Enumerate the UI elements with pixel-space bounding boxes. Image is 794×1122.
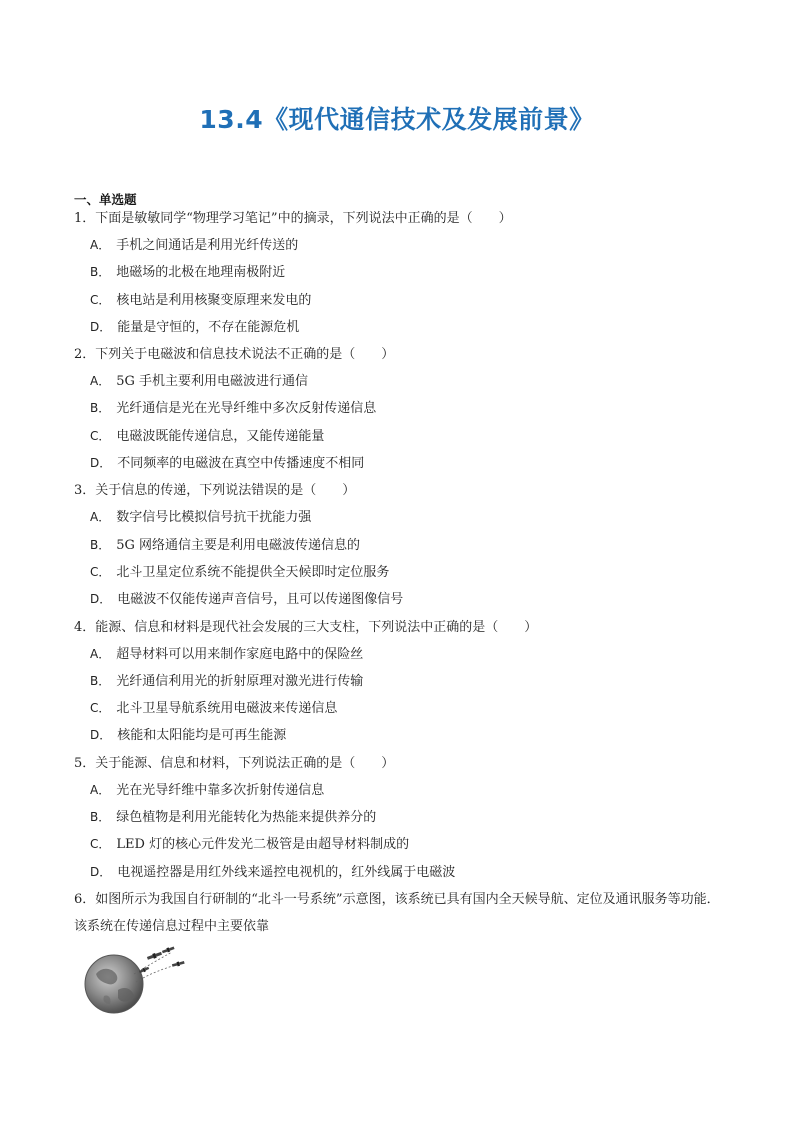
option-letter: D．: [90, 592, 112, 607]
question-number: 6．: [74, 891, 96, 907]
question-stem: [74, 886, 722, 940]
option-a: [74, 777, 724, 804]
option-letter: B．: [90, 265, 111, 280]
question-stem: [74, 205, 724, 232]
option-text: 超导材料可以用来制作家庭电路中的保险丝: [116, 646, 364, 662]
question-stem: [74, 477, 724, 504]
question-text: 下面是敏敏同学“物理学习笔记”中的摘录，下列说法中正确的是（ ）: [95, 211, 512, 226]
option-letter: C．: [90, 428, 111, 443]
option-c: [74, 559, 724, 586]
option-letter: D．: [90, 456, 112, 471]
option-d: [74, 450, 724, 477]
question-stem: [74, 614, 724, 641]
question-text: 关于信息的传递，下列说法错误的是（ ）: [95, 483, 356, 499]
option-text: 光纤通信利用光的折射原理对激光进行传输: [116, 673, 364, 689]
option-a: [74, 504, 724, 531]
question-number: 3．: [74, 483, 96, 499]
option-b: [74, 804, 724, 831]
question-text: 如图所示为我国自行研制的“北斗一号系统”示意图，该系统已具有国内全天候导航、定位及通讯服务等功能．该系统在传递信息过程中主要依靠: [74, 891, 720, 934]
option-text: 数字信号比模拟信号抗干扰能力强: [116, 510, 312, 526]
option-c: [74, 423, 724, 450]
question-1: [74, 205, 724, 341]
option-text: 不同频率的电磁波在真空中传播速度不相同: [117, 456, 365, 472]
option-letter: B．: [90, 810, 111, 825]
option-b: [74, 532, 724, 559]
option-c: [74, 287, 724, 314]
option-letter: B．: [90, 401, 111, 416]
option-text: 电磁波不仅能传递声音信号，且可以传递图像信号: [117, 592, 404, 608]
option-a: [74, 641, 724, 668]
option-b: [74, 668, 724, 695]
question-3: [74, 477, 724, 613]
question-2: [74, 341, 724, 477]
question-number: 5．: [74, 755, 96, 771]
option-text: 5G 手机主要利用电磁波进行通信: [116, 374, 309, 390]
question-4: [74, 614, 724, 750]
option-text: 光纤通信是光在光导纤维中多次反射传递信息: [116, 401, 377, 417]
option-d: [74, 586, 724, 613]
option-letter: C．: [90, 701, 111, 716]
option-letter: A．: [90, 238, 111, 252]
option-text: 手机之间通话是利用光纤传送的: [116, 238, 299, 253]
option-letter: C．: [90, 292, 111, 307]
option-text: 北斗卫星导航系统用电磁波来传递信息: [116, 701, 338, 717]
question-text: 关于能源、信息和材料，下列说法正确的是（ ）: [95, 755, 395, 771]
question-text: 能源、信息和材料是现代社会发展的三大支柱，下列说法中正确的是（ ）: [95, 619, 538, 635]
question-list: [74, 205, 724, 940]
option-text: 电视遥控器是用红外线来遥控电视机的，红外线属于电磁波: [117, 864, 456, 880]
option-text: 核电站是利用核聚变原理来发电的: [116, 292, 312, 308]
option-letter: D．: [90, 864, 112, 879]
question-stem: [74, 341, 724, 368]
option-letter: A．: [90, 510, 111, 525]
option-letter: D．: [90, 728, 112, 743]
question-number: 2．: [74, 347, 96, 363]
option-letter: B．: [90, 673, 111, 688]
question-number: 4．: [74, 619, 96, 635]
option-b: [74, 395, 724, 422]
option-letter: A．: [90, 374, 111, 389]
option-text: 光在光导纤维中靠多次折射传递信息: [116, 782, 325, 798]
option-b: [74, 259, 724, 286]
option-letter: A．: [90, 782, 111, 797]
section-heading: 一、单选题: [74, 192, 137, 207]
earth-satellite-icon: [84, 944, 194, 1016]
option-letter: B．: [90, 537, 111, 552]
option-c: [74, 831, 724, 858]
option-a: [74, 368, 724, 395]
page-title: 13.4《现代通信技术及发展前景》: [199, 105, 595, 134]
option-text: 5G 网络通信主要是利用电磁波传递信息的: [116, 537, 361, 553]
option-text: 电磁波既能传递信息，又能传递能量: [116, 428, 325, 444]
option-a: [74, 232, 724, 259]
option-d: [74, 722, 724, 749]
option-letter: A．: [90, 646, 111, 661]
option-c: [74, 695, 724, 722]
option-letter: C．: [90, 564, 111, 579]
option-d: [74, 859, 724, 886]
option-text: 地磁场的北极在地理南极附近: [116, 265, 286, 281]
question-5: [74, 750, 724, 886]
option-text: 绿色植物是利用光能转化为热能来提供养分的: [116, 810, 377, 826]
option-letter: C．: [90, 837, 111, 852]
option-text: 北斗卫星定位系统不能提供全天候即时定位服务: [116, 564, 390, 580]
option-text: LED 灯的核心元件发光二极管是由超导材料制成的: [116, 837, 410, 853]
option-text: 核能和太阳能均是可再生能源: [117, 728, 287, 744]
option-text: 能量是守恒的，不存在能源危机: [117, 319, 300, 335]
question-text: 下列关于电磁波和信息技术说法不正确的是（ ）: [95, 347, 395, 363]
option-d: [74, 314, 724, 341]
option-letter: D．: [90, 319, 112, 334]
question-6: [74, 886, 724, 940]
question-stem: [74, 750, 724, 777]
question-number: 1．: [74, 211, 96, 226]
